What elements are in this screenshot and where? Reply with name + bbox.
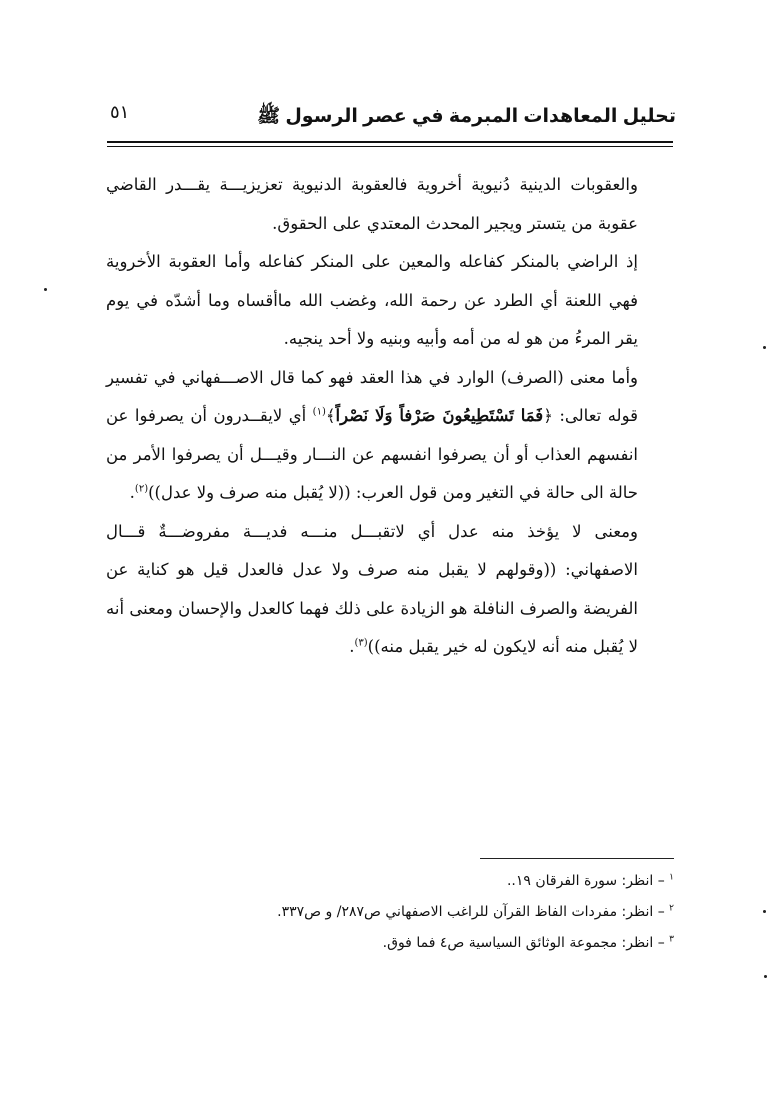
- footnote-3-text: – انظر: مجموعة الوثائق السياسية ص٤ فما فوق.: [382, 935, 670, 951]
- paragraph-3-end-period: .: [129, 483, 135, 502]
- paragraph-3-line-5: صرف ولا عدل)): [148, 483, 260, 502]
- paragraph-3-line-1: وأما معنى (الصرف) الوارد في هذا العقد فهو كما قال الاصـــفهاني: [181, 367, 638, 387]
- footnote-ref-2: (٢): [134, 483, 149, 495]
- header-rule-thin: [107, 146, 673, 147]
- paragraph-4-line-4: أنه لا يُقبل منه أنه لايكون له خير يقبل منه)): [106, 598, 638, 656]
- page-number: ٥١: [110, 102, 130, 122]
- paragraph-1: [106, 166, 674, 243]
- running-header-title: تحليل المعاهدات المبرمة في عصر الرسول ﷺ: [257, 106, 676, 127]
- paragraph-4-end-period: .: [349, 637, 355, 656]
- paragraph-3-line-2-intro: في تفسير قوله تعالى: ﴿: [106, 367, 638, 425]
- quran-close-bracket: ﴾: [325, 406, 336, 425]
- paragraph-4-line-1: ومعنى لا يؤخذ منه عدل أي لاتقبـــل منـــه فديـــة مفروضـــةٌ قـــال: [106, 521, 638, 541]
- paragraph-4-line-2: الاصفهاني: ((وقولهم لا يقبل منه صرف ولا عدل فالعدل قيل هو كناية عن: [106, 560, 638, 579]
- paragraph-3: [106, 359, 674, 513]
- footnote-separator: [480, 858, 674, 859]
- footnote-3: [94, 928, 674, 959]
- paragraph-3-line-3: أن يصرفوا عن انفسهم العذاب أو أن يصرفوا انفسهم عن النـــار وقيـــل أن: [106, 406, 638, 464]
- scan-speck: [763, 910, 766, 913]
- footnote-3-number: ٣: [669, 934, 674, 945]
- paragraph-3-line-4: يصرفوا الأمر من حالة الى حالة في التغير ومن قول العرب: ((لا يُقبل منه: [106, 444, 638, 502]
- footnote-1-text: – انظر: سورة الفرقان ١٩..: [506, 873, 670, 889]
- footnote-1: [94, 866, 674, 897]
- main-body-text: [106, 166, 674, 667]
- footnotes: [94, 866, 674, 959]
- paragraph-1-line-1: والعقوبات الدينية دُنيوية أخروية فالعقوبة الدنيوية تعزيزيـــة يقـــدر: [166, 175, 638, 194]
- quran-verse: فَمَا تَسْتَطِيعُونَ صَرْفاً وَلَا نَصْراً: [335, 406, 544, 425]
- footnote-ref-1: (١): [312, 406, 326, 418]
- paragraph-1-line-2: القاضي عقوبة من يتستر ويجير المحدث المعتدي على الحقوق.: [106, 175, 638, 233]
- footnote-1-number: ١: [669, 872, 674, 883]
- paragraph-2-line-3: في يوم يقر المرءُ من هو له من أمه وأبيه وبنيه ولا أحد ينجيه.: [106, 290, 638, 348]
- scan-speck: [44, 288, 47, 291]
- paragraph-4-line-3: الفريضة والصرف النافلة هو الزيادة على ذلك فهما كالعدل والإحسان ومعنى: [129, 598, 638, 618]
- footnote-2-number: ٢: [669, 903, 674, 914]
- scan-speck: [764, 975, 767, 978]
- scan-speck: [763, 346, 766, 349]
- paragraph-4: [106, 513, 674, 667]
- footnote-ref-3: (٣): [354, 637, 368, 649]
- paragraph-2: [106, 243, 674, 359]
- footnote-2-text: – انظر: مفردات الفاظ القرآن للراغب الاصفهاني ص٢٨٧/ و ص٣٣٧.: [277, 904, 670, 920]
- paragraph-2-line-2: الأخروية فهي اللعنة أي الطرد عن رحمة الله، وغضب الله ماأقساه وما أشدّه: [106, 252, 639, 310]
- paragraph-2-line-1: إذ الراضي بالمنكر كفاعله والمعين على المنكر كفاعله وأما العقوبة: [168, 252, 638, 271]
- footnote-2: [94, 897, 674, 928]
- paragraph-3-line-2-end: أي لايقــدرون: [213, 406, 313, 425]
- header-rule-thick: [107, 141, 673, 143]
